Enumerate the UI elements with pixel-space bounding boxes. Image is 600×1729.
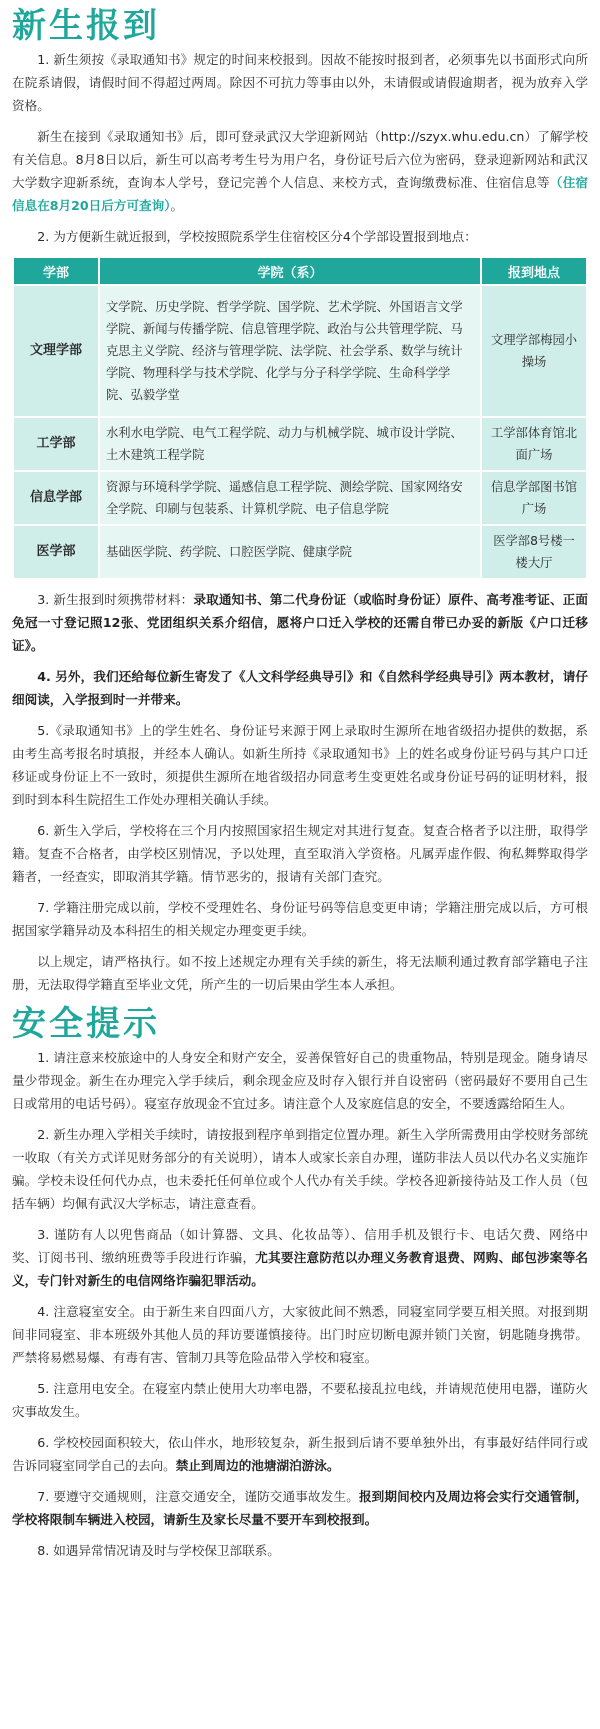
fraud-intro: 3. 谨防有人以兜售商品（如计算器、文具、化妆品等）、信用手机及银行卡、电话欠费、网络中奖、订阅书刊、缴纳班费等手段进行诈骗，	[12, 1227, 588, 1265]
registration-title: 新生报到	[12, 6, 160, 46]
reg-paragraph-3: 2. 为方便新生就近报到，学校按照院系学生住宿校区分4个学部设置报到地点：	[37, 229, 477, 244]
dept-cell: 医学部	[13, 525, 99, 579]
safety-paragraph-5: 5. 注意用电安全。在寝室内禁止使用大功率电器，不要私接乱拉电线，并请规范使用电器，谨防火灾事故发生。	[12, 1381, 588, 1419]
location-cell: 信息学部图书馆广场	[481, 471, 587, 525]
fraud-warning: 尤其要注意防范以办理义务教育退费、网购、邮包涉案等名义，专门针对新生的电信网络诈骗犯罪活动。	[12, 1250, 589, 1288]
header-dept: 学部	[13, 257, 99, 285]
traffic-control-warning: 报到期间校内及周边将会实行交通管制，学校将限制车辆进入校园，请新生及家长尽量不要开车到校报到。	[12, 1489, 588, 1527]
safety-paragraph-7	[12, 1485, 588, 1531]
reg-paragraph-1: 1. 新生须按《录取通知书》规定的时间来校报到。因故不能按时报到者，必须事先以书面形式向所在院系请假，请假时间不得超过两周。除因不可抗力等事由以外，未请假或请假逾期者，视为放弃入学资格。	[12, 52, 588, 113]
table-row	[13, 417, 587, 471]
accommodation-note: （住宿信息在8月20日后方可查询）	[12, 175, 588, 213]
registration-location-table	[12, 256, 588, 580]
reg-paragraph-2-end: 。	[170, 198, 184, 213]
reg-paragraph-6: 5.《录取通知书》上的学生姓名、身份证号来源于网上录取时生源所在地省级招办提供的数据，系由考生高考报名时填报，并经本人确认。如新生所持《录取通知书》上的姓名或身份证号码与其户口迁移证或身份证上不一致时，须提供生源所在地省级招办同意考生变更姓名或身份证号码的证明材料，报到时到本科生院招生工作处办理相关确认手续。	[12, 723, 588, 807]
table-header-row	[13, 257, 587, 285]
table-row	[13, 285, 587, 417]
table-row	[13, 471, 587, 525]
reg-paragraph-2-text: 新生在接到《录取通知书》后，即可登录武汉大学迎新网站（http://szyx.whu.edu.cn）了解学校有关信息。8月8日以后，新生可以高考考生号为用户名，身份证号后六位为密码，登录迎新网站和武汉大学数字迎新系统，查询本人学号，登记完善个人信息、来校方式，查询缴费标准、住宿信息等	[12, 129, 588, 190]
traffic-intro: 7. 要遵守交通规则，注意交通安全，谨防交通事故发生。	[37, 1489, 359, 1504]
reg-paragraph-8: 7. 学籍注册完成以前，学校不受理姓名、身份证号码等信息变更申请；学籍注册完成以后，方可根据国家学籍异动及本科招生的相关规定办理变更手续。	[12, 900, 588, 938]
safety-paragraph-1: 1. 请注意来校旅途中的人身安全和财产安全，妥善保管好自己的贵重物品，特别是现金。随身请尽量少带现金。新生在办理完入学手续后，剩余现金应及时存入银行并自设密码（密码最好不要用自己生日或常用的电话号码）。寝室存放现金不宜过多。请注意个人及家庭信息的安全，不要透露给陌生人。	[12, 1050, 588, 1111]
location-cell: 医学部8号楼一楼大厅	[481, 525, 587, 579]
colleges-cell: 文学院、历史学院、哲学学院、国学院、艺术学院、外国语言文学学院、新闻与传播学院、信息管理学院、政治与公共管理学院、马克思主义学院、经济与管理学院、法学院、社会学系、数学与统计学院、物理科学与技术学院、化学与分子科学学院、生命科学学院、弘毅学堂	[99, 285, 481, 417]
header-location: 报到地点	[481, 257, 587, 285]
colleges-cell: 水利水电学院、电气工程学院、动力与机械学院、城市设计学院、土木建筑工程学院	[99, 417, 481, 471]
safety-paragraph-4: 4. 注意寝室安全。由于新生来自四面八方，大家彼此间不熟悉，同寝室同学要互相关照。对报到期间非同寝室、非本班级外其他人员的拜访要谨慎接待。出门时应切断电源并锁门关窗，钥匙随身携带。严禁将易燃易爆、有毒有害、管制刀具等危险品带入学校和寝室。	[12, 1304, 588, 1365]
table-row	[13, 525, 587, 579]
reg-paragraph-7: 6. 新生入学后，学校将在三个月内按照国家招生规定对其进行复查。复查合格者予以注册，取得学籍。复查不合格者，由学校区别情况，予以处理，直至取消入学资格。凡属弄虚作假、徇私舞弊取得学籍者，一经查实，即取消其学籍。情节恶劣的，报请有关部门查究。	[12, 823, 588, 884]
swimming-warning: 禁止到周边的池塘湖泊游泳。	[175, 1458, 340, 1473]
location-cell: 工学部体育馆北面广场	[481, 417, 587, 471]
safety-paragraph-3	[12, 1223, 588, 1292]
campus-intro: 6. 学校校园面积较大，依山伴水，地形较复杂，新生报到后请不要单独外出，有事最好结伴同行或告诉同寝室同学自己的去向。	[12, 1435, 588, 1473]
safety-paragraph-8: 8. 如遇异常情况请及时与学校保卫部联系。	[37, 1543, 280, 1558]
dept-cell: 工学部	[13, 417, 99, 471]
materials-list: 录取通知书、第二代身份证（或临时身份证）原件、高考准考证、正面免冠一寸登记照12张、党团组织关系介绍信，愿将户口迁入学校的还需自带已办妥的新版《户口迁移证》。	[12, 592, 589, 653]
header-colleges: 学院（系）	[99, 257, 481, 285]
reg-paragraph-9: 以上规定，请严格执行。如不按上述规定办理有关手续的新生，将无法顺利通过教育部学籍电子注册，无法取得学籍直至毕业文凭，所产生的一切后果由学生本人承担。	[12, 954, 588, 992]
colleges-cell: 基础医学院、药学院、口腔医学院、健康学院	[99, 525, 481, 579]
reg-paragraph-4	[12, 588, 588, 657]
reg-paragraph-5: 4. 另外，我们还给每位新生寄发了《人文科学经典导引》和《自然科学经典导引》两本教材，请仔细阅读，入学报到时一并带来。	[12, 669, 588, 707]
dept-cell: 信息学部	[13, 471, 99, 525]
dept-cell: 文理学部	[13, 285, 99, 417]
safety-title: 安全提示	[12, 1004, 160, 1044]
reg-paragraph-2	[12, 125, 588, 217]
location-cell: 文理学部梅园小操场	[481, 285, 587, 417]
safety-paragraph-2: 2. 新生办理入学相关手续时，请按报到程序单到指定位置办理。新生入学所需费用由学校财务部统一收取（有关方式详见财务部分的有关说明），请本人或家长亲自办理，谨防非法人员以代办名义实施诈骗。学校未设任何代办点，也未委托任何单位或个人代办有关手续。学校各迎新接待站及工作人员（包括车辆）均佩有武汉大学标志，请注意查看。	[12, 1127, 588, 1211]
colleges-cell: 资源与环境科学学院、遥感信息工程学院、测绘学院、国家网络安全学院、印刷与包装系、计算机学院、电子信息学院	[99, 471, 481, 525]
materials-intro: 3. 新生报到时须携带材料：	[37, 592, 194, 607]
safety-paragraph-6	[12, 1431, 588, 1477]
